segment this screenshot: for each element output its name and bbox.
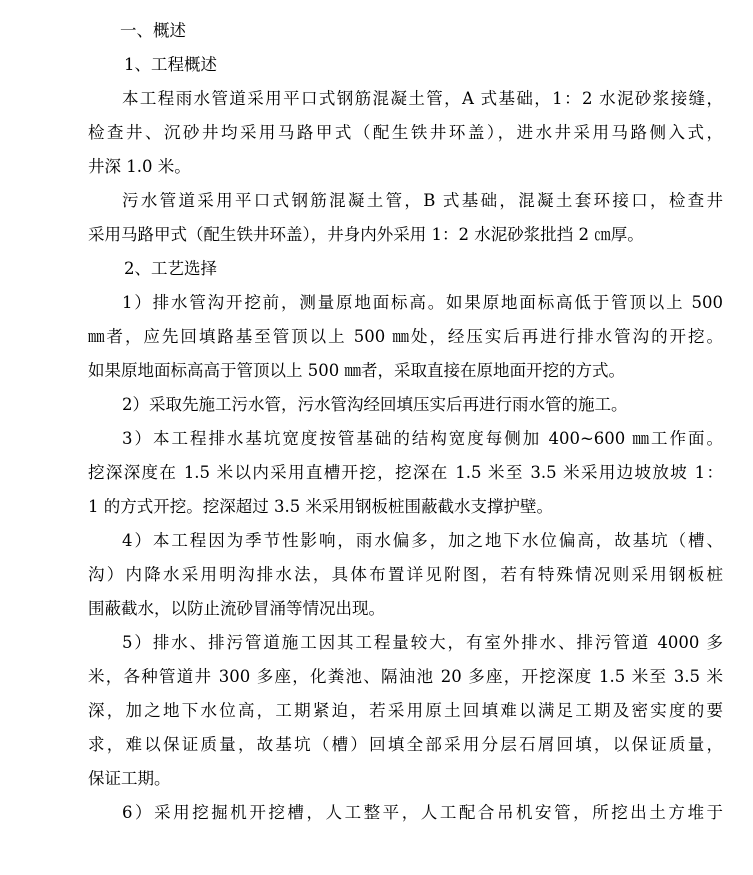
paragraph-rainwater [88,82,723,184]
paragraph-line: 采用马路甲式（配生铁井环盖），井身内外采用 1：2 水泥砂浆批挡 2 ㎝厚。 [88,225,644,244]
paragraph-line: 本工程雨水管道采用平口式钢筋混凝土管，A 式基础，1：2 水泥砂浆接缝， [122,89,723,108]
process-item-3 [88,422,723,524]
process-item-5 [88,626,723,796]
paragraph-line: 3）本工程排水基坑宽度按管基础的结构宽度每侧加 400~600 ㎜工作面。 [122,429,723,448]
process-item-1 [88,286,723,388]
paragraph-line: 求，难以保证质量，故基坑（槽）回填全部采用分层石屑回填，以保证质量， [88,735,723,754]
subsection-heading-overview: 1、工程概述 [124,55,217,74]
paragraph-line: 保证工期。 [88,769,171,788]
paragraph-line: 如果原地面标高高于管顶以上 500 ㎜者，采取直接在原地面开挖的方式。 [88,361,625,380]
process-item-2 [88,388,723,422]
process-item-4 [88,524,723,626]
paragraph-line: 1）排水管沟开挖前，测量原地面标高。如果原地面标高低于管顶以上 500 [122,293,723,312]
paragraph-line: 深，加之地下水位高，工期紧迫，若采用原土回填难以满足工期及密实度的要 [88,701,723,720]
subsection-heading-process: 2、工艺选择 [124,259,217,278]
paragraph-line: 挖深深度在 1.5 米以内采用直槽开挖，挖深在 1.5 米至 3.5 米采用边坡放坡 1： [88,463,723,482]
paragraph-line: 污水管道采用平口式钢筋混凝土管，B 式基础，混凝土套环接口，检查井 [122,191,723,210]
paragraph-sewage [88,184,723,252]
paragraph-line: 米，各种管道井 300 多座，化粪池、隔油池 20 多座，开挖深度 1.5 米至 3.5 米 [88,667,723,686]
paragraph-line: 6）采用挖掘机开挖槽，人工整平，人工配合吊机安管，所挖出土方堆于 [122,803,723,822]
paragraph-line: 5）排水、排污管道施工因其工程量较大，有室外排水、排污管道 4000 多 [122,633,723,652]
section-heading: 一、概述 [120,21,186,40]
paragraph-line: ㎜者，应先回填路基至管顶以上 500 ㎜处，经压实后再进行排水管沟的开挖。 [88,327,723,346]
paragraph-line: 围蔽截水，以防止流砂冒涌等情况出现。 [88,599,385,618]
process-item-6 [88,796,723,830]
paragraph-line: 4）本工程因为季节性影响，雨水偏多，加之地下水位偏高，故基坑（槽、 [122,531,723,550]
paragraph-line: 2）采取先施工污水管，污水管沟经回填压实后再进行雨水管的施工。 [122,395,628,414]
paragraph-line: 井深 1.0 米。 [88,157,191,176]
paragraph-line: 检查井、沉砂井均采用马路甲式（配生铁井环盖），进水井采用马路侧入式， [88,123,723,142]
paragraph-line: 1 的方式开挖。挖深超过 3.5 米采用钢板桩围蔽截水支撑护壁。 [88,497,553,516]
paragraph-line: 沟）内降水采用明沟排水法，具体布置详见附图，若有特殊情况则采用钢板桩 [88,565,723,584]
